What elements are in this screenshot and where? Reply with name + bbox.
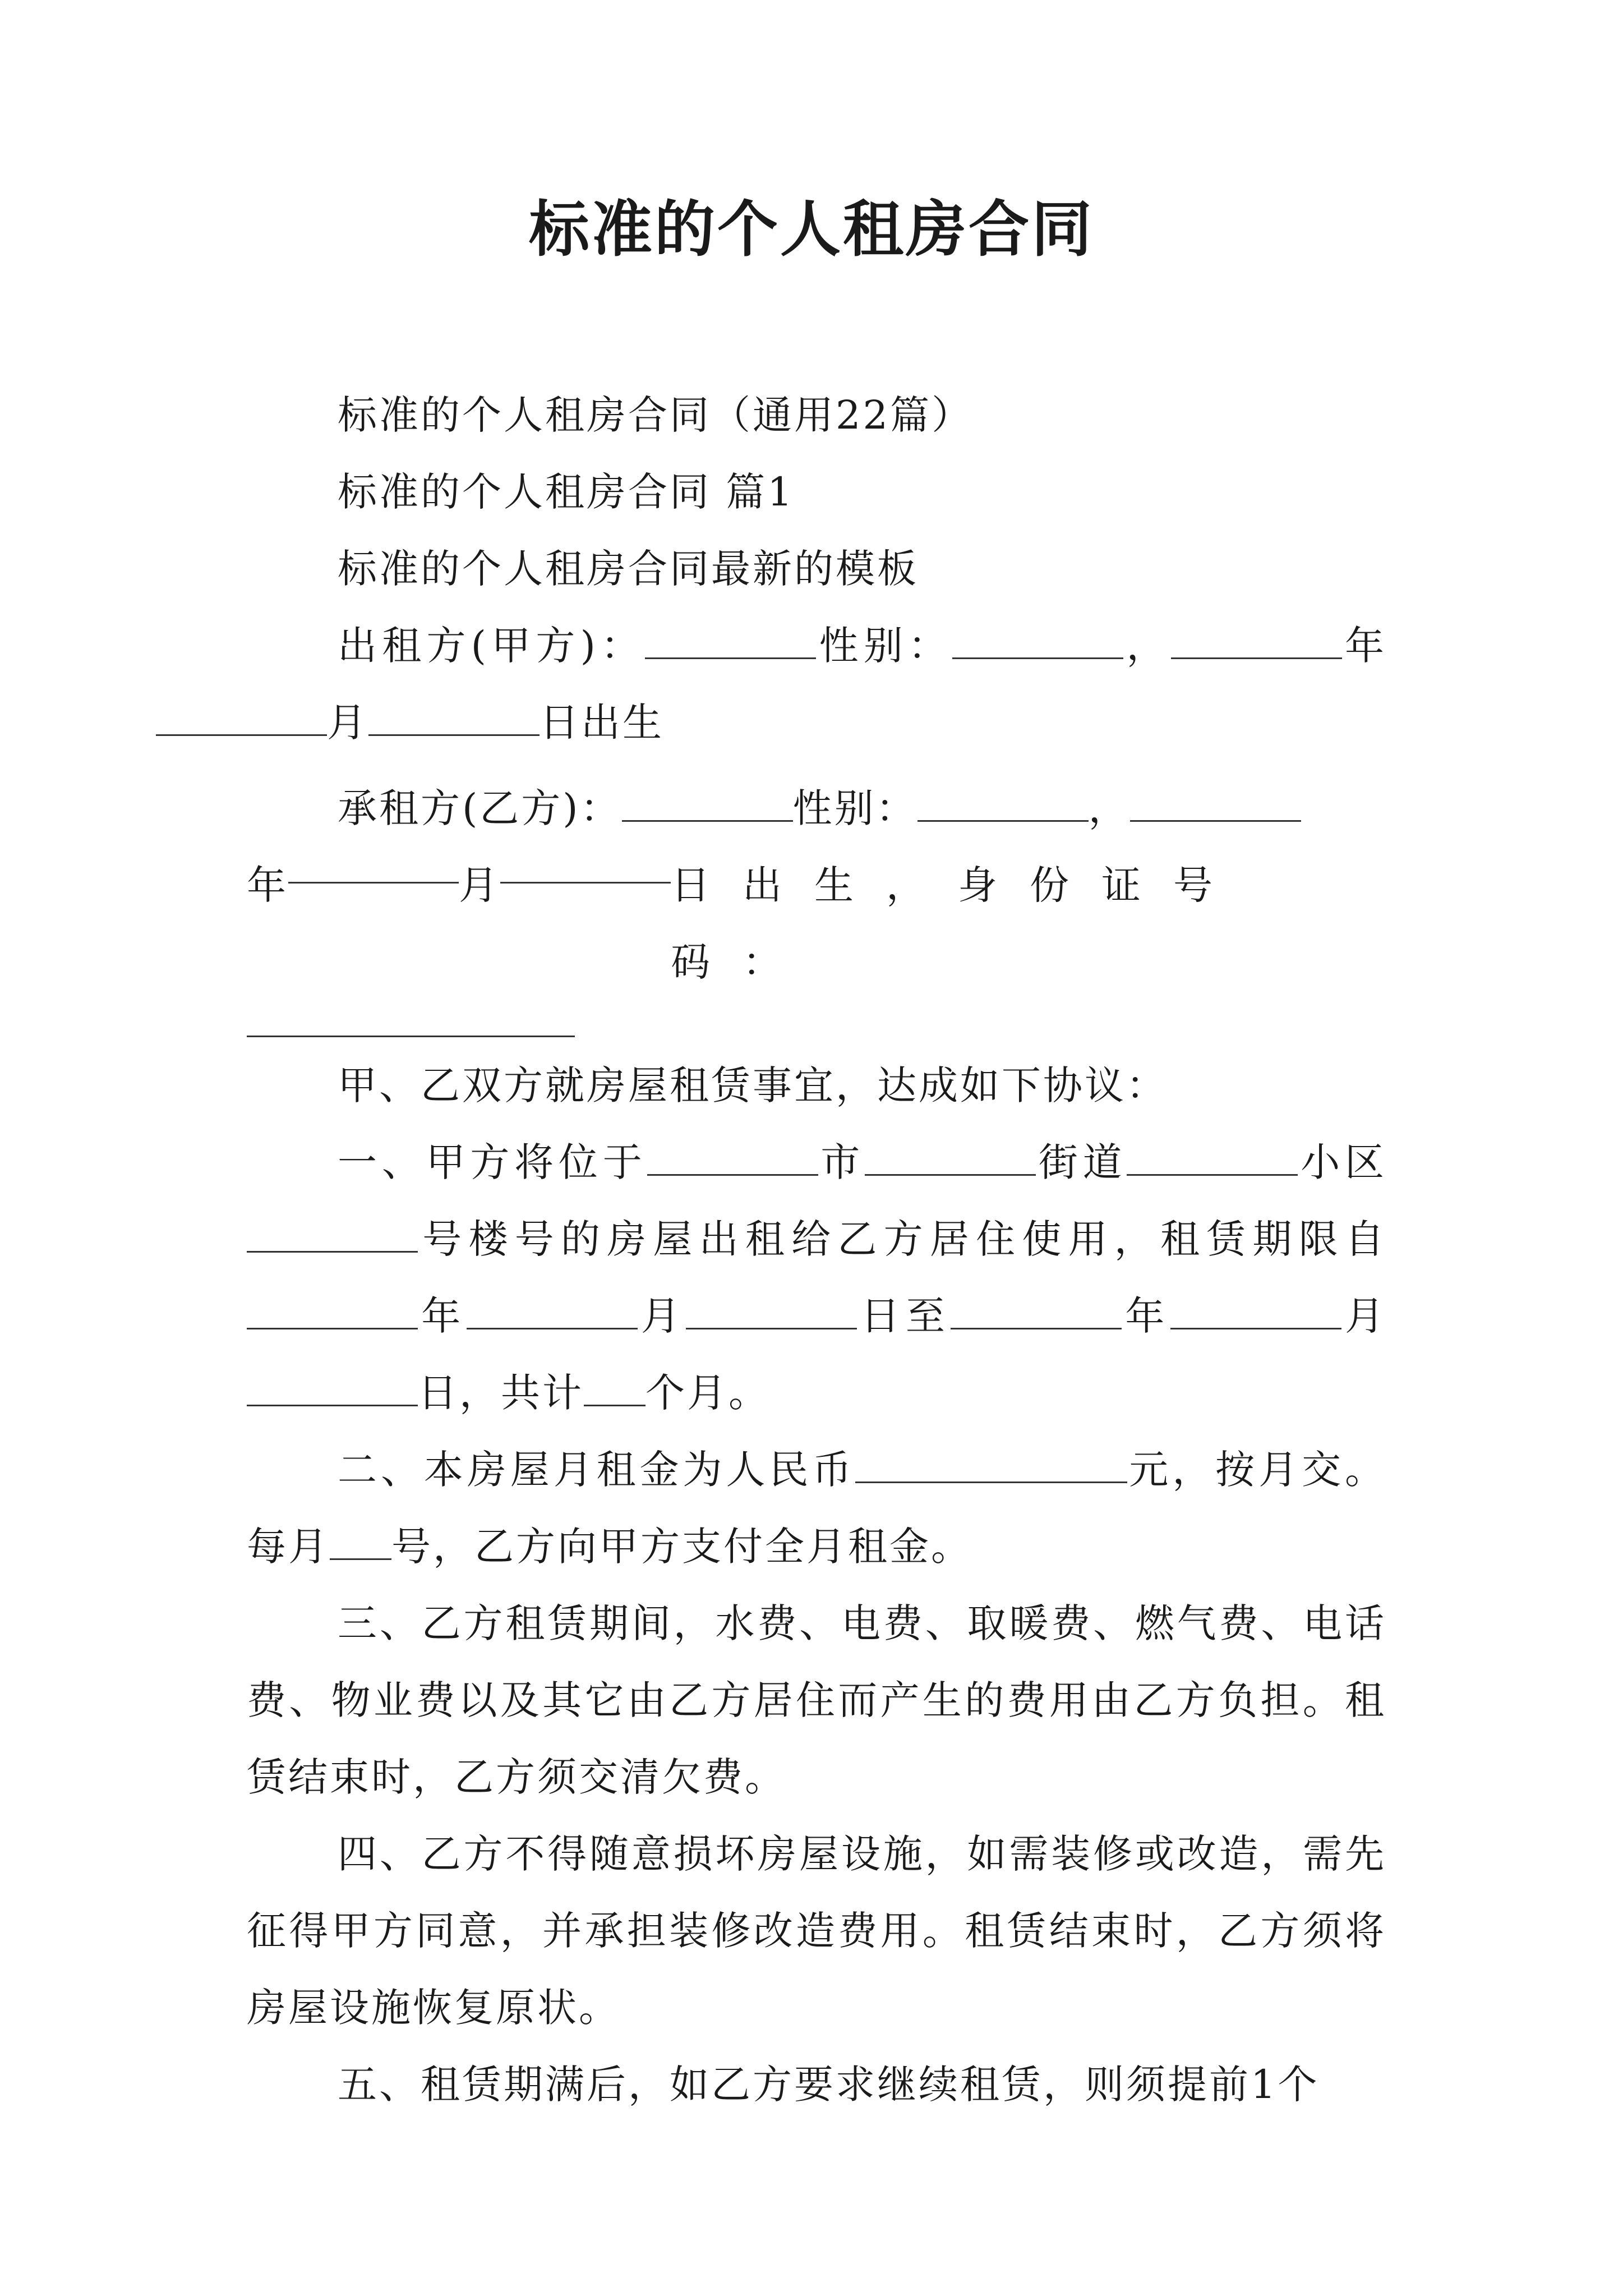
lessee-birth-day-blank[interactable]	[500, 847, 671, 884]
street-label: 街道	[1036, 1139, 1127, 1185]
month-label: 月	[327, 700, 368, 746]
lessor-birth-day-blank[interactable]	[368, 700, 540, 736]
year-label: 年	[418, 1293, 467, 1339]
born-label: 日出生	[540, 700, 664, 746]
months-label: 个月。	[645, 1370, 770, 1416]
end-day-blank[interactable]	[247, 1370, 418, 1406]
born-id-label: 日出生，身份证号码：	[671, 862, 1246, 985]
lessor-label: 出租方(甲方)：	[338, 623, 645, 669]
month-label: 月	[1341, 1293, 1387, 1339]
template-heading-text: 标准的个人租房合同最新的模板	[338, 546, 919, 592]
start-day-blank[interactable]	[686, 1293, 857, 1329]
lessee-birth-line	[247, 847, 1386, 1001]
part-heading-text: 标准的个人租房合同 篇1	[338, 469, 795, 515]
community-label: 小区	[1298, 1139, 1387, 1185]
month-label: 月	[459, 862, 501, 908]
clause-2-end: 号，乙方向甲方支付全月租金。	[391, 1524, 972, 1570]
paragraph-lessor	[247, 608, 1386, 761]
agreement-text: 甲、乙双方就房屋租赁事宜，达成如下协议：	[338, 1062, 1168, 1108]
clause-5-text: 五、租赁期满后，如乙方要求继续租赁，则须提前1个	[338, 2062, 1320, 2108]
end-month-blank[interactable]	[1170, 1293, 1341, 1329]
year-label: 年	[1122, 1293, 1170, 1339]
city-label: 市	[818, 1139, 865, 1185]
lessee-birth-year-blank[interactable]	[1130, 785, 1301, 822]
community-blank[interactable]	[1127, 1139, 1298, 1176]
building-blank[interactable]	[247, 1216, 418, 1253]
document-body	[247, 377, 1386, 2123]
rent-amount-blank[interactable]	[855, 1447, 1127, 1483]
lessee-id-number-blank[interactable]	[247, 1001, 575, 1037]
month-label: 月	[637, 1293, 686, 1339]
lessee-label: 承租方(乙方)：	[338, 785, 622, 831]
street-blank[interactable]	[865, 1139, 1036, 1176]
months-count-blank[interactable]	[584, 1370, 645, 1406]
paragraph-agreement	[247, 1047, 1386, 1124]
lessor-birth-month-blank[interactable]	[156, 700, 327, 736]
comma: ，	[1088, 785, 1130, 831]
clause-1	[247, 1124, 1386, 1432]
end-year-blank[interactable]	[951, 1293, 1122, 1329]
lessor-name-blank[interactable]	[645, 623, 816, 659]
day-to-label: 日至	[857, 1293, 951, 1339]
total-label: 日，共计	[418, 1370, 584, 1416]
clause-2-intro: 二、本房屋月租金为人民币	[338, 1447, 856, 1493]
paragraph-part-heading	[247, 454, 1386, 531]
lessee-gender-label: 性别：	[792, 785, 917, 831]
lessor-gender-label: 性别：	[816, 623, 953, 669]
document-title: 标准的个人租房合同	[528, 194, 1094, 265]
lessee-gender-blank[interactable]	[917, 785, 1089, 822]
pay-day-blank[interactable]	[330, 1524, 391, 1560]
year-label: 年	[1341, 623, 1387, 669]
comma: ，	[1123, 623, 1171, 669]
clause-1-lease-text: 号楼号的房屋出租给乙方居住使用，租赁期限自	[418, 1216, 1386, 1262]
subtitle-text: 标准的个人租房合同（通用22篇）	[338, 392, 974, 438]
lessor-gender-blank[interactable]	[952, 623, 1123, 659]
clause-4	[247, 1816, 1386, 2046]
start-year-blank[interactable]	[247, 1293, 418, 1329]
lessee-birth-month-blank[interactable]	[288, 847, 459, 884]
paragraph-lessee	[247, 770, 1386, 847]
clause-4-text: 四、乙方不得随意损坏房屋设施，如需装修或改造，需先征得甲方同意，并承担装修改造费用。租赁结束时，乙方须将房屋设施恢复原状。	[247, 1831, 1386, 2031]
paragraph-subtitle	[247, 377, 1386, 454]
clause-3	[247, 1585, 1386, 1816]
lessee-name-blank[interactable]	[622, 785, 793, 822]
clause-5	[247, 2046, 1386, 2123]
clause-3-text: 三、乙方租赁期间，水费、电费、取暖费、燃气费、电话费、物业费以及其它由乙方居住而产生的费用由乙方负担。租赁结束时，乙方须交清欠费。	[247, 1600, 1386, 1800]
paragraph-template-heading	[247, 531, 1386, 608]
year-label: 年	[247, 862, 288, 908]
clause-2-mid: 元，按月交。每月	[247, 1447, 1387, 1570]
city-blank[interactable]	[647, 1139, 818, 1176]
lessor-birth-year-blank[interactable]	[1171, 623, 1342, 659]
start-month-blank[interactable]	[467, 1293, 638, 1329]
clause-2	[247, 1432, 1386, 1585]
clause-1-intro: 一、甲方将位于	[338, 1139, 647, 1185]
